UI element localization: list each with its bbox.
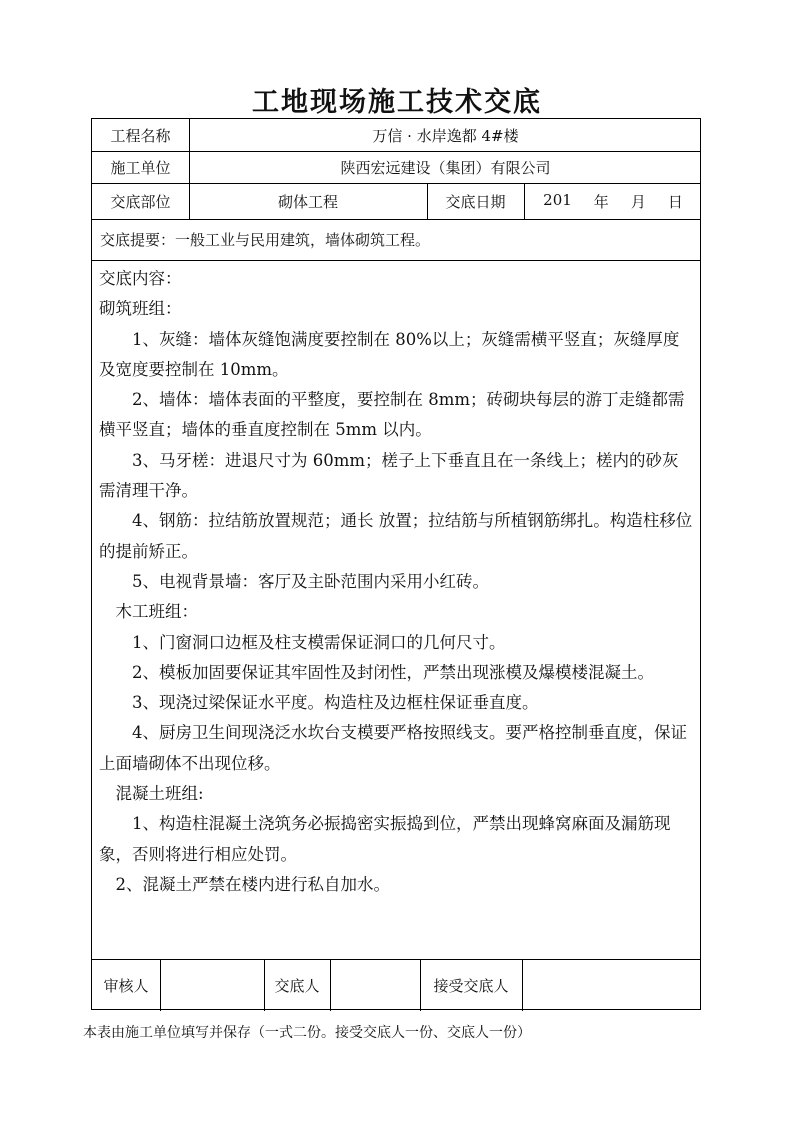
receiver-label: 接受交底人 [433,976,509,995]
content-line: 4、钢筋：拉结筋放置规范；通长 放置；拉结筋与所植钢筋绑扎。构造柱移位的提前矫正。 [99,511,693,561]
content-line: 砌筑班组： [99,299,182,319]
disclosure-summary: 交底提要：一般工业与民用建筑，墙体砌筑工程。 [100,231,431,249]
project-name-label: 工程名称 [110,126,171,145]
row-divider [92,260,700,261]
content-line: 4、厨房卫生间现浇泛水坎台支模要严格按照线支。要严格控制垂直度，保证上面墙砌体不出现位移。 [99,723,687,773]
reviewer-label: 审核人 [103,976,149,995]
discloser-signature-field [330,959,420,1011]
content-line: 3、马牙槎：进退尺寸为 60mm；槎子上下垂直且在一条线上；槎内的砂灰需清理干净。 [99,450,679,501]
project-name-value: 万信 · 水岸逸都 4#楼 [372,126,519,145]
disclosure-part-label: 交底部位 [110,192,171,211]
content-line: 2、墙体：墙体表面的平整度，要控制在 8mm；砖砌块每层的游丁走缝都需横平竖直；墙体的垂直度控制在 5mm 以内。 [99,390,685,440]
content-line: 混凝土班组: [99,784,204,804]
disclosure-part-value: 砌体工程 [277,192,338,211]
content-line: 1、灰缝：墙体灰缝饱满度要控制在 80%以上；灰缝需横平竖直；灰缝厚度及宽度要控制在 10mm。 [99,329,680,379]
footer-note: 本表由施工单位填写并保存（一式二份。接受交底人一份、交底人一份） [83,1025,531,1041]
reviewer-signature-field [160,959,264,1011]
date-day-unit: 日 [667,192,683,211]
page-title: 工地现场施工技术交底 [252,87,542,118]
disclosure-content [99,264,695,900]
date-year: 201 [543,190,572,209]
content-heading: 交底内容： [99,269,182,288]
content-line: 1、门窗洞口边框及柱支模需保证洞口的几何尺寸。 [99,632,506,652]
construction-unit-label: 施工单位 [110,158,171,177]
content-line: 木工班组： [99,602,198,622]
content-line: 1、构造柱混凝土浇筑务必振捣密实振捣到位，严禁出现蜂窝麻面及漏筋现象，否则将进行相应处罚。 [99,814,671,864]
discloser-label: 交底人 [274,976,320,995]
content-line: 3、现浇过梁保证水平度。构造柱及边框柱保证垂直度。 [99,693,539,713]
content-line: 2、模板加固要保证其牢固性及封闭性，严禁出现涨模及爆模楼混凝土。 [99,662,654,682]
date-year-unit: 年 [593,192,609,211]
content-line: 5、电视背景墙：客厅及主卧范围内采用小红砖。 [99,571,489,591]
construction-unit-value: 陕西宏远建设（集团）有限公司 [340,158,551,177]
content-line: 2、混凝土严禁在楼内进行私自加水。 [99,874,390,894]
disclosure-date-value [524,183,702,219]
receiver-signature-field [522,959,702,1011]
disclosure-date-label: 交底日期 [445,192,506,211]
date-month-unit: 月 [630,192,646,211]
